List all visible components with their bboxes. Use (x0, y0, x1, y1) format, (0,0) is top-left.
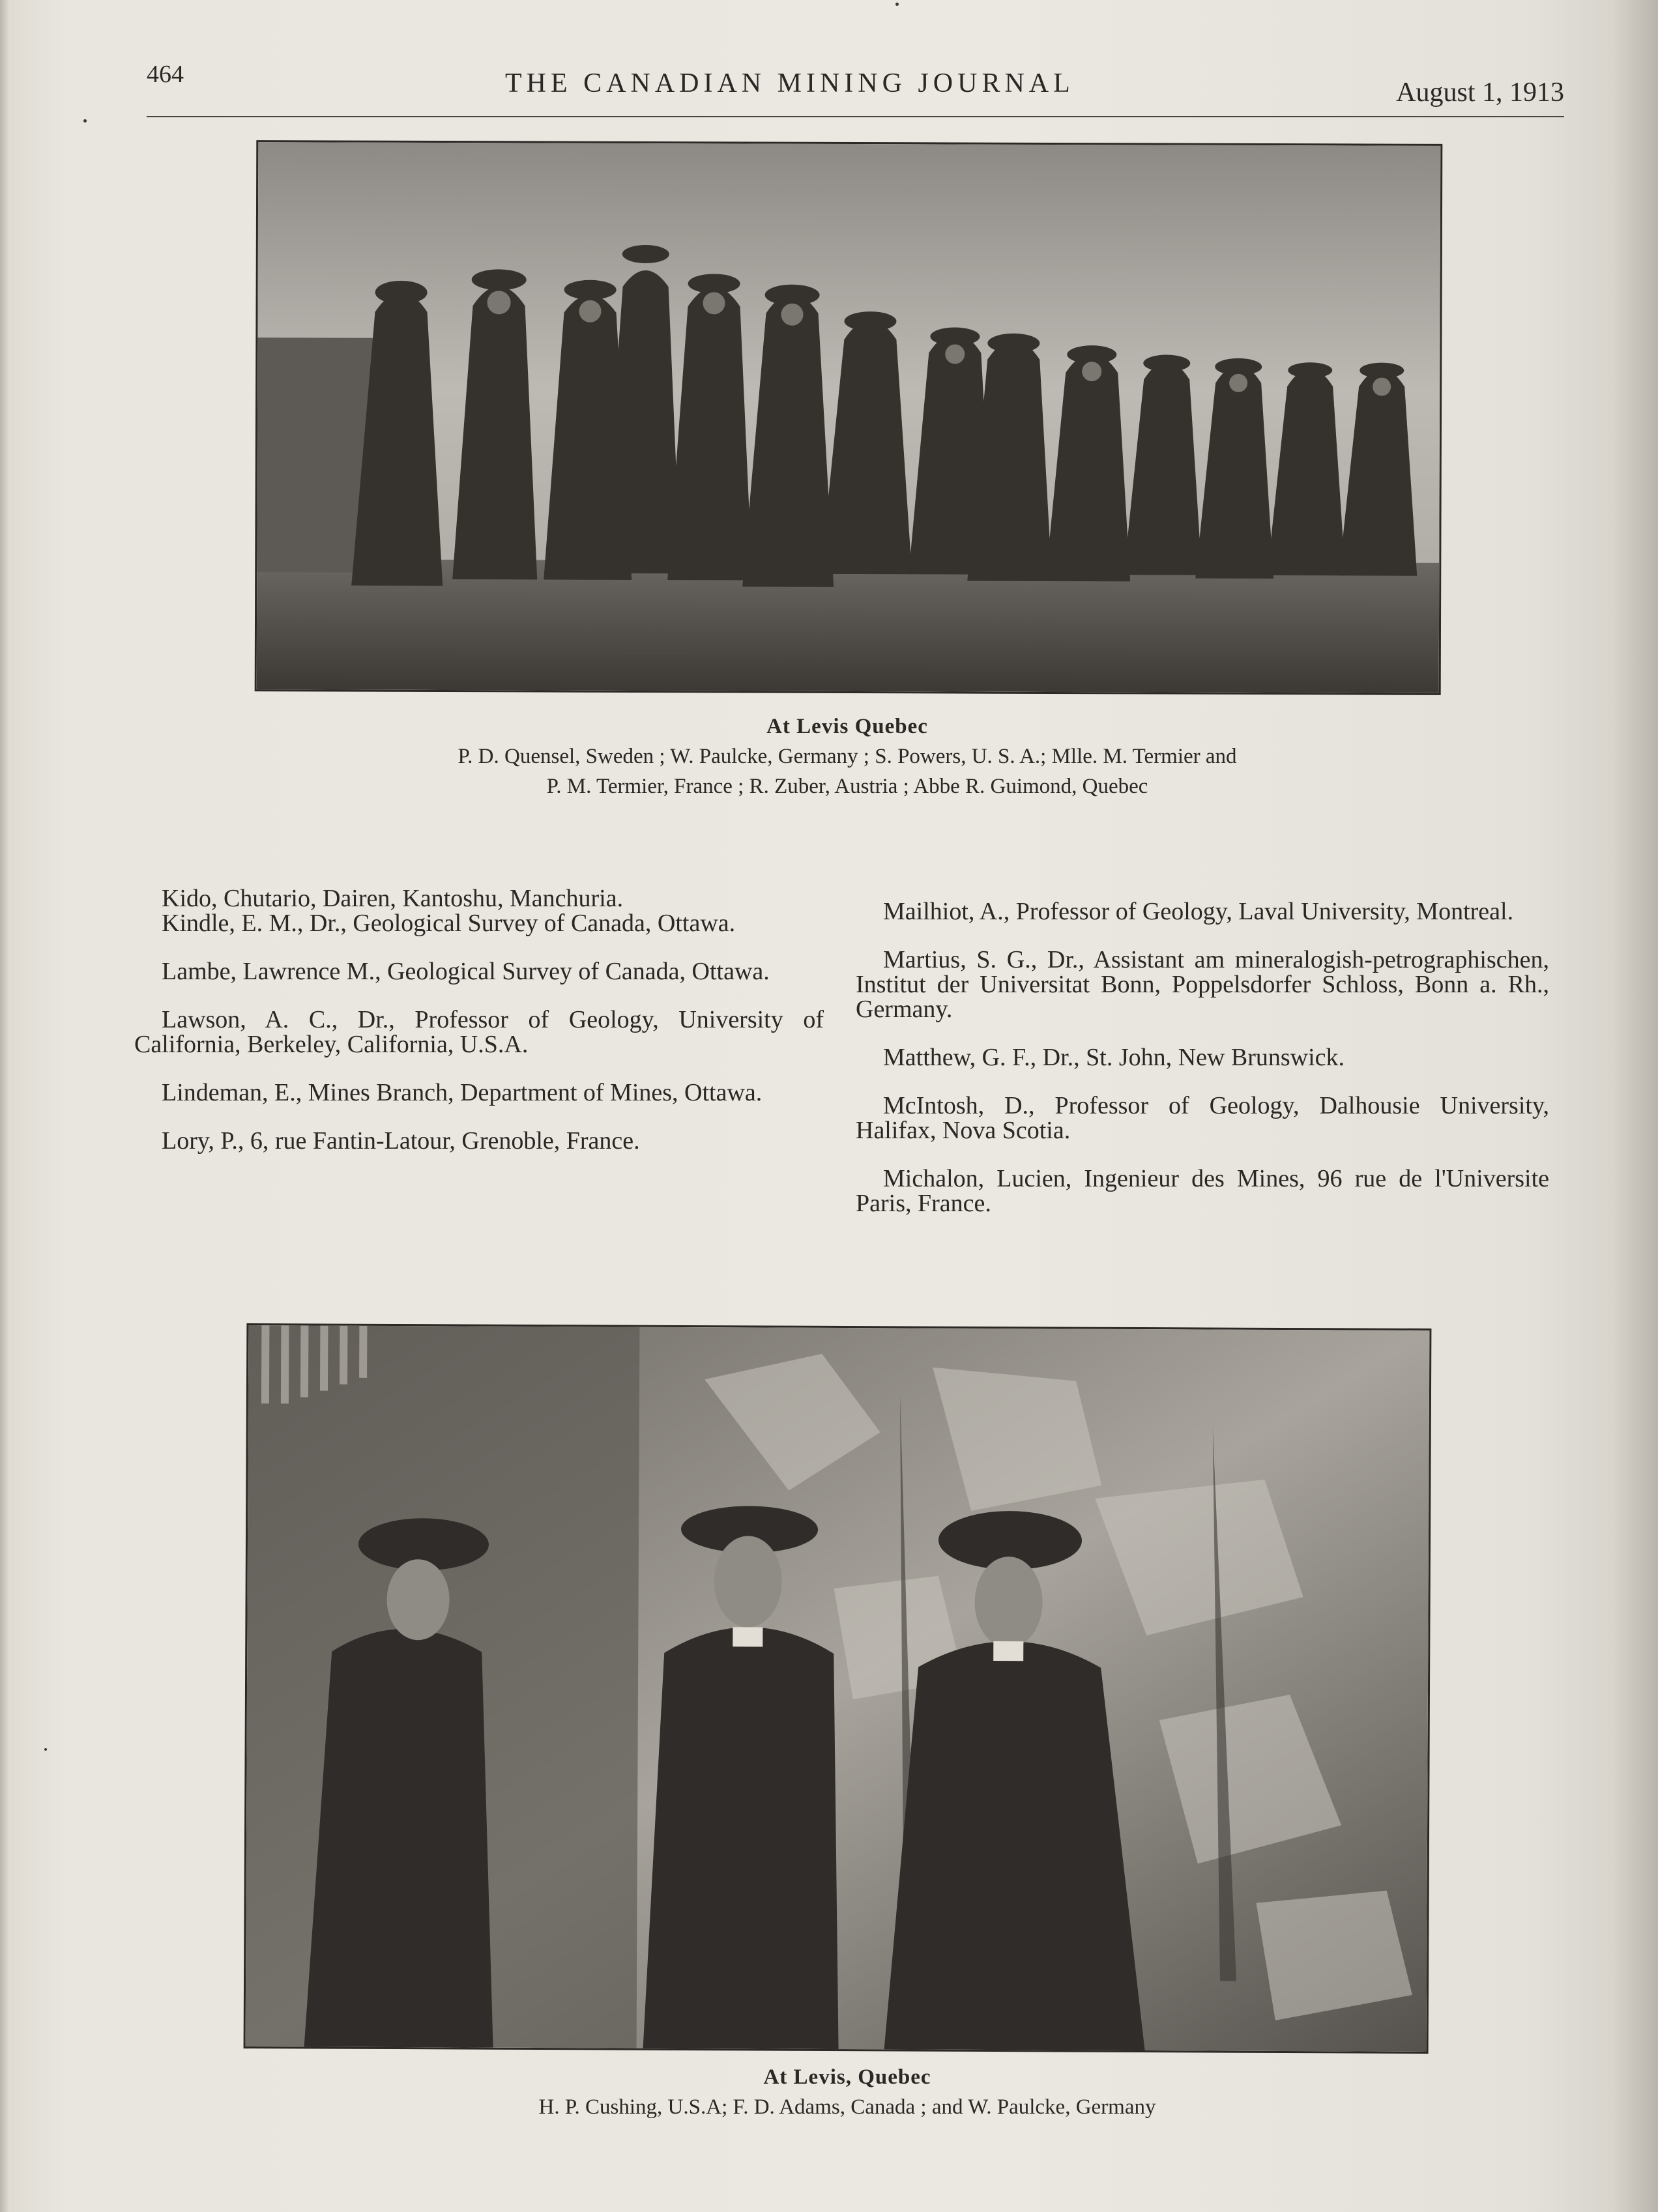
paper-speck (83, 119, 87, 122)
directory-entry: Mailhiot, A., Professor of Geology, Laval University, Montreal. (883, 898, 1514, 925)
directory-entry: Michalon, Lucien, Ingenieur des Mines, 96 rue de l'Universite Paris, France. (856, 1165, 1549, 1217)
directory-column-right (856, 899, 1549, 1239)
directory-entry: McIntosh, D., Professor of Geology, Dalhousie University, Halifax, Nova Scotia. (856, 1092, 1549, 1144)
page-left-edge (0, 0, 9, 2212)
issue-date: August 1, 1913 (1396, 78, 1564, 108)
page-number: 464 (147, 61, 184, 88)
directory-entry: Lambe, Lawrence M., Geological Survey of Canada, Ottawa. (162, 958, 770, 985)
group-photo (255, 140, 1443, 695)
top-photo-caption (274, 711, 1421, 801)
top-caption-line-2: P. M. Termier, France ; R. Zuber, Austria ; Abbe R. Guimond, Quebec (546, 775, 1148, 798)
directory-entry: Martius, S. G., Dr., Assistant am mineralogish-petrographischen, Institut der Universitat Bonn, Poppelsdorfer Schloss, Bonn a. Rh., Germany. (856, 946, 1549, 1023)
bottom-photo-caption (274, 2062, 1421, 2122)
portrait-photo (244, 1323, 1432, 2054)
paper-speck (44, 1748, 47, 1751)
page-gutter-shadow (1612, 0, 1658, 2212)
directory-entry: Lawson, A. C., Dr., Professor of Geology, University of California, Berkeley, California, U.S.A. (134, 1006, 824, 1058)
directory-entry: Matthew, G. F., Dr., St. John, New Brunswick. (883, 1044, 1345, 1071)
paper-speck (895, 3, 899, 6)
top-caption-line-1: P. D. Quensel, Sweden ; W. Paulcke, Germany ; S. Powers, U. S. A.; Mlle. M. Termier and (458, 745, 1237, 768)
bottom-caption-title: At Levis, Quebec (763, 2065, 931, 2089)
portrait-photo-icon (246, 1325, 1430, 2052)
page-header (147, 60, 1564, 117)
directory-entry: Kido, Chutario, Dairen, Kantoshu, Manchuria. (162, 885, 624, 912)
directory-entry: Lory, P., 6, rue Fantin-Latour, Grenoble, France. (162, 1127, 640, 1155)
group-photo-icon (257, 142, 1441, 693)
top-caption-title: At Levis Quebec (766, 715, 928, 738)
directory-column-left (134, 886, 824, 1177)
directory-entry: Kindle, E. M., Dr., Geological Survey of Canada, Ottawa. (162, 910, 736, 937)
journal-title: THE CANADIAN MINING JOURNAL (505, 68, 1075, 98)
directory-entry: Lindeman, E., Mines Branch, Department of Mines, Ottawa. (162, 1079, 763, 1106)
bottom-caption-line-1: H. P. Cushing, U.S.A; F. D. Adams, Canada ; and W. Paulcke, Germany (538, 2095, 1156, 2119)
